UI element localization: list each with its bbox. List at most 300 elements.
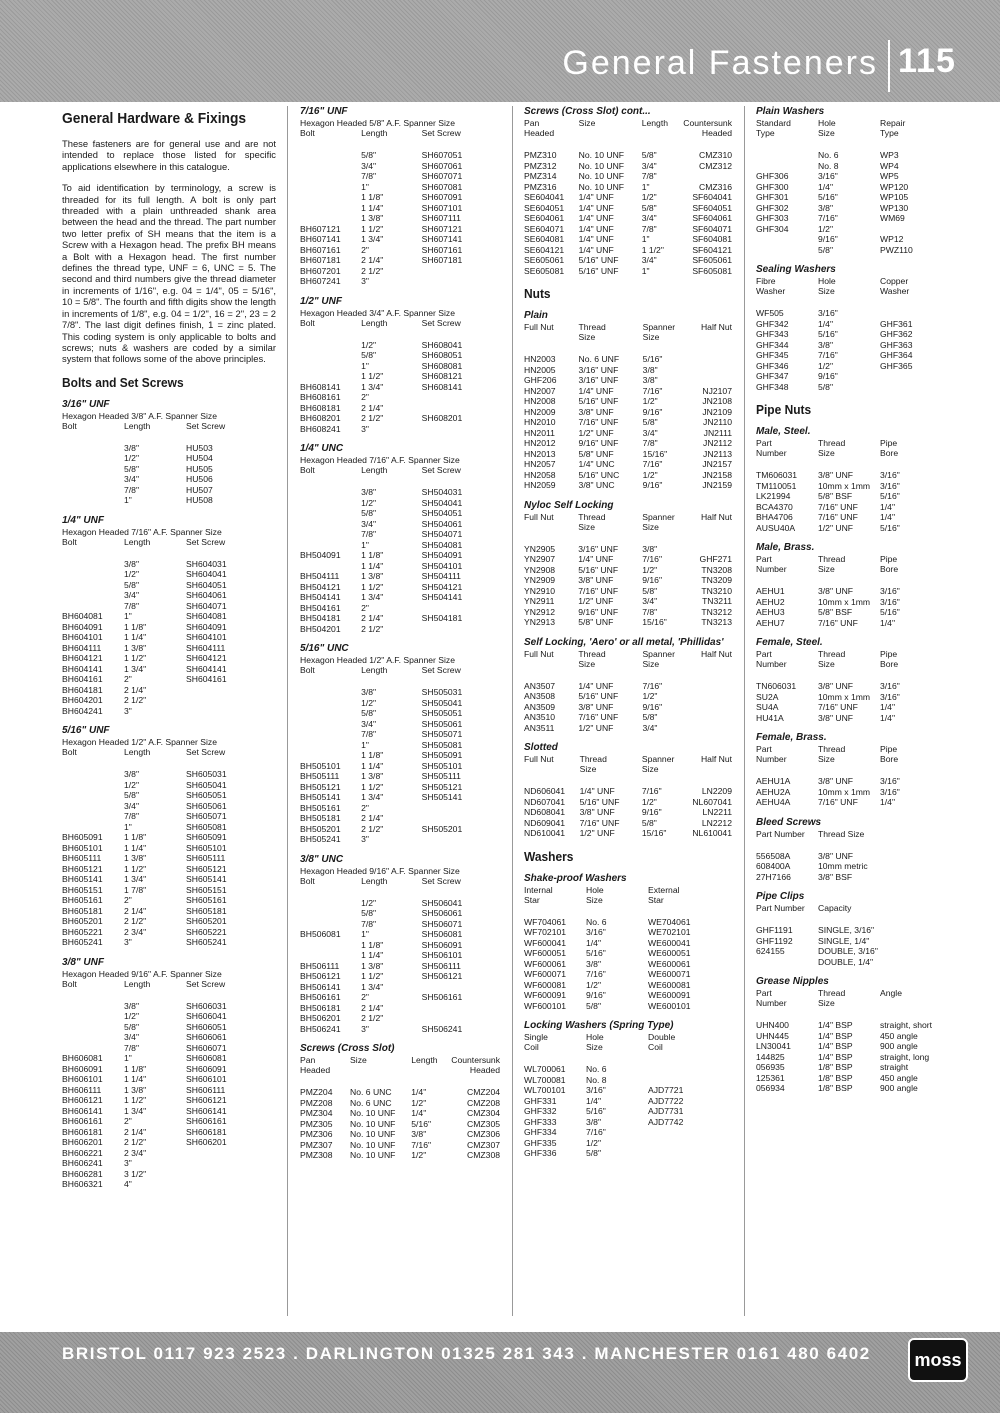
table-cell: WE600091 (648, 990, 691, 1000)
table-cell: 7/16" (642, 554, 662, 564)
table-cell: BH605111 (62, 853, 102, 864)
column-header (350, 1065, 411, 1075)
table-row (524, 459, 732, 470)
table-cell: BH604161 (62, 674, 103, 685)
table-row (300, 940, 500, 951)
table-cell: SH608141 (421, 381, 463, 392)
table-cell: SH605041 (186, 779, 227, 790)
table-row (756, 851, 918, 862)
table-cell: WE600101 (648, 1000, 691, 1011)
table-cell: 1/2" (124, 453, 139, 464)
table-cell: BH604111 (62, 642, 102, 653)
table-row (300, 413, 500, 424)
table-cell: 5/16" (880, 607, 900, 617)
table-cell: 5/8" (642, 712, 658, 722)
table-cell: SH608051 (421, 350, 463, 360)
table-subtitle: Hexagon Headed 3/8" A.F. Spanner Size (62, 410, 217, 421)
fastener-table (756, 438, 960, 533)
column-4 (756, 106, 982, 1103)
table-cell: 3/16" (880, 480, 900, 491)
table-cell: SE604061 (524, 213, 565, 223)
column-header: Half Nut (700, 754, 732, 764)
table-subtitle: Hexagon Headed 1/2" A.F. Spanner Size (62, 737, 217, 748)
table-cell (62, 811, 124, 822)
table-cell: AEHU2 (756, 596, 785, 607)
table-cell: 3/8" (818, 339, 833, 350)
table-cell (648, 1138, 728, 1149)
table-cell: 3/16" (818, 171, 838, 181)
table-cell: BH607181 (300, 255, 341, 265)
table-cell: WP4 (880, 160, 899, 171)
table-cell: 2" (361, 992, 369, 1002)
table-row (300, 834, 500, 845)
table-row (62, 643, 266, 654)
table-cell (300, 750, 361, 761)
table-cell: 3/16" UNF (578, 364, 619, 375)
table-subtitle: Hexagon Headed 1/2" A.F. Spanner Size (300, 655, 455, 665)
table-cell: 3/16" (880, 691, 900, 702)
column-header: Countersunk (683, 118, 732, 128)
table-cell: 1/4" BSP (818, 1020, 853, 1030)
table-cell: GHF206 (524, 375, 557, 385)
column-header: Pipe (880, 438, 898, 448)
column-header (524, 764, 580, 774)
table-cell: BH604141 (62, 663, 103, 674)
table-cell: 1" (641, 181, 650, 192)
table-cell: TM110051 (756, 480, 797, 491)
table-cell: SH606161 (186, 1116, 227, 1127)
table-title: Plain Washers (756, 106, 825, 117)
table-cell: 1/8" BSP (818, 1083, 853, 1093)
table-cell: SH505071 (421, 729, 463, 739)
table-cell: 3/16" (586, 927, 606, 937)
table-cell: JN2111 (703, 427, 732, 438)
table-row (756, 361, 960, 372)
table-cell: BH505111 (300, 771, 340, 781)
table-cell: SINGLE, 3/16" (818, 925, 875, 935)
table-cell: DOUBLE, 1/4" (818, 956, 874, 967)
column-header: Hole (586, 884, 604, 895)
table-row (756, 350, 960, 361)
table-row (756, 319, 960, 330)
table-cell (300, 203, 361, 214)
table-cell: TM606031 (756, 470, 798, 480)
table-cell: SE604041 (524, 192, 565, 202)
table-row (524, 203, 732, 214)
table-cell: 1 3/8" (361, 213, 384, 223)
table-cell (186, 1148, 266, 1159)
table-title: Screws (Cross Slot) (300, 1043, 395, 1054)
table-row (524, 375, 732, 386)
table-cell: PMZ308 (300, 1150, 333, 1160)
table-cell (300, 487, 361, 498)
column-header (579, 128, 642, 138)
fastener-table-block (524, 637, 732, 734)
table-cell (300, 708, 361, 719)
table-cell: ND608041 (524, 807, 566, 817)
table-row (300, 919, 500, 930)
table-cell: SH605031 (186, 769, 227, 780)
table-cell: SH506241 (421, 1023, 463, 1034)
table-title: Slotted (524, 742, 558, 753)
table-row (524, 354, 732, 365)
column-header: Length (361, 875, 388, 886)
table-row (524, 266, 732, 277)
table-cell: SH504061 (421, 518, 463, 529)
table-cell: 3" (361, 276, 369, 286)
table-cell: 3/4" (642, 722, 658, 733)
column-header: Bolt (62, 420, 77, 431)
table-cell: WF704061 (524, 916, 567, 927)
table-cell: No. 6 (818, 150, 839, 160)
table-cell: 3" (361, 423, 369, 434)
table-row (62, 601, 266, 612)
column-divider (744, 106, 745, 1316)
table-cell: BH605091 (62, 832, 103, 843)
table-cell: 15/16" (641, 828, 667, 838)
table-cell: 5/16" (880, 491, 900, 501)
column-header: Length (411, 1055, 438, 1065)
table-cell (422, 624, 500, 635)
table-row (62, 559, 266, 570)
table-cell: BH606101 (62, 1074, 103, 1085)
table-cell (62, 569, 124, 580)
table-cell: 1 1/2" (361, 371, 384, 381)
table-row (756, 1062, 960, 1073)
table-cell: 3/16" (880, 786, 900, 797)
table-cell: 3/8" UNF (578, 575, 614, 585)
table-cell: 3" (124, 705, 132, 716)
table-cell: BH606121 (62, 1095, 103, 1106)
table-cell: JN2112 (703, 438, 732, 448)
table-cell: 1 1/8" (124, 832, 147, 843)
table-cell: BH504091 (300, 550, 341, 560)
table-cell: BH605141 (62, 874, 103, 885)
table-cell: BH608161 (300, 392, 341, 402)
table-row (300, 1140, 500, 1151)
table-cell: 5/8" BSF (818, 607, 853, 617)
table-row (62, 611, 266, 622)
table-cell: PMZ312 (524, 160, 557, 171)
table-cell: HN2057 (524, 459, 556, 469)
column-header: Number (756, 564, 787, 574)
table-cell: SH605151 (186, 884, 227, 895)
table-cell: WE600051 (648, 948, 691, 958)
table-cell: BH608241 (300, 423, 341, 434)
column-header: Size (586, 894, 603, 905)
table-row (62, 801, 266, 812)
table-row (524, 712, 732, 723)
table-cell: 5/16" UNF (578, 265, 619, 276)
column-header: Headed (469, 1065, 500, 1075)
column-header: Size (642, 521, 659, 532)
table-cell: SH506081 (421, 929, 463, 939)
table-cell: CMZ316 (699, 181, 732, 192)
table-row (300, 740, 500, 751)
table-cell: SH605121 (186, 863, 227, 874)
table-row (62, 843, 266, 854)
table-row (524, 1085, 728, 1096)
table-cell: JN2159 (702, 480, 732, 490)
table-cell: 1 1/8" (124, 621, 147, 632)
table-cell: JN2113 (703, 448, 732, 459)
table-cell: 1 1/4" (124, 632, 147, 643)
table-cell: 3/8" (124, 558, 139, 569)
table-cell: 2 1/4" (361, 813, 384, 823)
table-row (300, 361, 500, 372)
table-row (300, 1013, 500, 1024)
table-cell: SH505111 (421, 771, 461, 781)
table-cell: 1" (361, 539, 369, 550)
table-cell: SH605141 (186, 874, 227, 885)
table-cell: PMZ305 (300, 1118, 333, 1129)
table-row (524, 1075, 728, 1086)
table-cell: SH504111 (421, 571, 461, 581)
table-row (62, 1158, 266, 1169)
table-cell: 1/8" BSP (818, 1072, 853, 1083)
table-row (62, 569, 266, 580)
table-cell: GHF365 (880, 360, 913, 371)
table-cell: 3/8" UNF (818, 681, 854, 691)
table-cell: 2 1/4" (124, 905, 147, 916)
column-header: Pan (300, 1055, 316, 1065)
table-cell: SH608121 (421, 371, 463, 381)
column-header: Number (756, 998, 787, 1008)
table-cell: GHF1192 (756, 935, 793, 946)
table-cell: PWZ110 (880, 244, 913, 255)
table-cell: BH606181 (62, 1126, 103, 1137)
table-cell: No. 6 UNC (350, 1097, 392, 1108)
table-cell: SH605221 (186, 926, 227, 937)
table-cell: 3/4" (642, 427, 658, 438)
table-cell: 1" (124, 821, 132, 832)
table-cell: BH604181 (62, 684, 103, 695)
table-cell: SH605101 (186, 842, 227, 853)
fastener-table (524, 118, 732, 276)
table-cell: CMZ310 (699, 150, 732, 160)
table-cell: 7/16" UNF (578, 585, 619, 596)
table-cell: 1" (641, 234, 650, 244)
column-header: Half Nut (700, 322, 732, 332)
table-cell: BH606161 (62, 1116, 103, 1127)
fastener-table-block (756, 542, 982, 628)
fastener-table-block (756, 106, 982, 255)
table-cell: 9/16" (818, 371, 838, 381)
table-cell: SH504121 (421, 581, 463, 592)
table-cell: 1/2" (642, 564, 658, 575)
table-cell: 3/8" UNF (818, 586, 854, 596)
table-cell: HN2007 (524, 385, 556, 396)
table-cell: 1/2" (642, 691, 658, 701)
table-cell: AEHU2A (756, 786, 791, 797)
table-cell: 2 1/2" (361, 413, 384, 423)
table-row (524, 1117, 728, 1128)
column-divider (287, 106, 288, 1316)
table-row (524, 255, 732, 266)
table-cell: BH506241 (300, 1023, 341, 1034)
table-cell: straight, short (880, 1020, 933, 1030)
fastener-table (524, 885, 728, 1012)
table-cell: 5/8" (361, 708, 377, 718)
table-cell: SH505031 (421, 687, 463, 697)
table-cell (686, 544, 732, 555)
table-row (524, 182, 732, 193)
fastener-table-block (524, 873, 732, 1012)
table-cell: HU506 (186, 474, 213, 485)
table-cell: SH604031 (186, 558, 227, 569)
table-cell: 1 1/8" (361, 939, 384, 950)
table-cell: SH504181 (421, 613, 463, 623)
table-cell (422, 424, 500, 435)
table-cell: 1 1/4" (361, 560, 384, 571)
table-row (300, 613, 500, 624)
table-cell: 5/16" (586, 1106, 606, 1116)
table-cell (62, 474, 124, 485)
table-cell: 3/8" (818, 202, 833, 213)
table-cell: 9/16" (642, 575, 662, 585)
table-cell (62, 780, 124, 791)
table-cell: SH505061 (421, 718, 463, 729)
table-cell: 5/8" BSF (818, 491, 853, 501)
fastener-table (62, 747, 266, 948)
table-cell: GHF303 (756, 213, 789, 223)
table-row (524, 1127, 728, 1138)
table-cell: 3/8" (124, 1000, 139, 1011)
table-cell: BH604091 (62, 621, 103, 632)
table-row (62, 1011, 266, 1022)
table-cell: 1/4" UNF (578, 385, 614, 396)
table-row (524, 470, 732, 481)
table-row (756, 161, 960, 172)
fastener-table-block (300, 854, 500, 1035)
table-cell (687, 691, 732, 702)
table-cell (756, 245, 818, 256)
fastener-table-block (62, 515, 276, 717)
table-cell: 2" (361, 602, 369, 613)
table-cell (300, 508, 361, 519)
table-cell: 3/4" (361, 518, 377, 529)
table-row (62, 674, 266, 685)
table-cell: 1/4" UNF (579, 786, 615, 796)
column-header: Length (124, 978, 151, 989)
column-header: Size (641, 764, 659, 774)
table-cell: 7/8" (641, 223, 657, 234)
table-row (524, 575, 732, 586)
table-cell: PMZ306 (300, 1129, 333, 1139)
table-row (300, 550, 500, 561)
column-header: Size (586, 1042, 603, 1052)
column-header: Bore (880, 564, 899, 574)
table-cell: BH605241 (62, 937, 103, 948)
table-cell: SH607111 (421, 213, 461, 223)
table-cell: SH606101 (186, 1074, 227, 1085)
table-row (300, 750, 500, 761)
table-cell: 10mm metric (818, 861, 868, 871)
table-cell: WF600041 (524, 937, 567, 948)
table-cell: 1/4" (411, 1108, 427, 1118)
column-header (411, 1065, 450, 1075)
fastener-table-block (300, 296, 500, 435)
table-cell: 5/8" (361, 150, 377, 160)
fastener-table (756, 118, 960, 255)
table-cell: 3/4" (361, 718, 377, 729)
table-cell: 3/16" UNF (578, 543, 619, 554)
table-row (756, 245, 960, 256)
table-cell: 450 angle (880, 1030, 918, 1041)
table-cell: SH606201 (186, 1137, 227, 1148)
table-cell: WP5 (880, 171, 899, 181)
table-row (756, 1041, 960, 1052)
table-cell (422, 1003, 500, 1014)
column-1 (62, 106, 276, 1199)
table-cell: SH607081 (421, 181, 463, 192)
table-cell: TN3212 (701, 606, 732, 617)
table-cell: 1/8" BSP (818, 1062, 853, 1072)
table-cell: 3" (124, 1158, 132, 1169)
table-cell (300, 740, 361, 751)
table-row (62, 632, 266, 643)
table-cell: 1/2" (411, 1097, 427, 1108)
table-title: Plain (524, 310, 548, 321)
table-cell: WF600051 (524, 948, 567, 958)
table-cell: GHF363 (880, 339, 913, 350)
table-cell: SH604091 (186, 621, 227, 632)
table-cell: SH606091 (186, 1063, 227, 1074)
table-cell: 2" (361, 392, 369, 402)
table-cell: 3/4" (124, 474, 139, 485)
table-row (756, 182, 960, 193)
table-cell (300, 340, 361, 351)
section-heading: Bolts and Set Screws (62, 374, 184, 390)
table-row (300, 1024, 500, 1035)
table-cell: BH606221 (62, 1147, 103, 1158)
table-cell: SF605081 (692, 265, 732, 276)
table-cell: AEHU4A (756, 797, 791, 807)
fastener-table-block (62, 725, 276, 948)
column-header: Full Nut (524, 322, 554, 332)
table-cell: BH506141 (300, 981, 341, 992)
table-row (524, 990, 728, 1001)
table-row (524, 396, 732, 407)
table-cell: AJD7731 (648, 1106, 684, 1116)
table-cell: SH604121 (186, 653, 227, 664)
column-header (685, 764, 732, 774)
table-cell: WE704061 (648, 916, 691, 927)
table-row (756, 787, 960, 798)
table-row (524, 681, 732, 692)
table-cell (300, 182, 361, 193)
table-title: 3/16" UNF (62, 398, 110, 410)
moss-logo: moss (908, 1338, 968, 1382)
table-row (300, 498, 500, 509)
table-cell: 1/4" (880, 702, 895, 712)
table-cell (422, 982, 500, 993)
table-cell (687, 702, 732, 713)
table-cell (422, 834, 500, 845)
table-cell: 3/4" (124, 590, 139, 601)
table-cell (300, 529, 361, 540)
table-cell: 1 3/4" (124, 1105, 147, 1116)
table-row (300, 487, 500, 498)
table-cell (300, 540, 361, 551)
table-row (300, 1119, 500, 1130)
column-header: Number (756, 659, 787, 669)
col3-nuts (524, 310, 732, 839)
table-cell: 3/8" (586, 958, 601, 969)
table-cell: TN3209 (701, 575, 732, 585)
table-row (62, 464, 266, 475)
section-heading: Washers (524, 848, 574, 864)
